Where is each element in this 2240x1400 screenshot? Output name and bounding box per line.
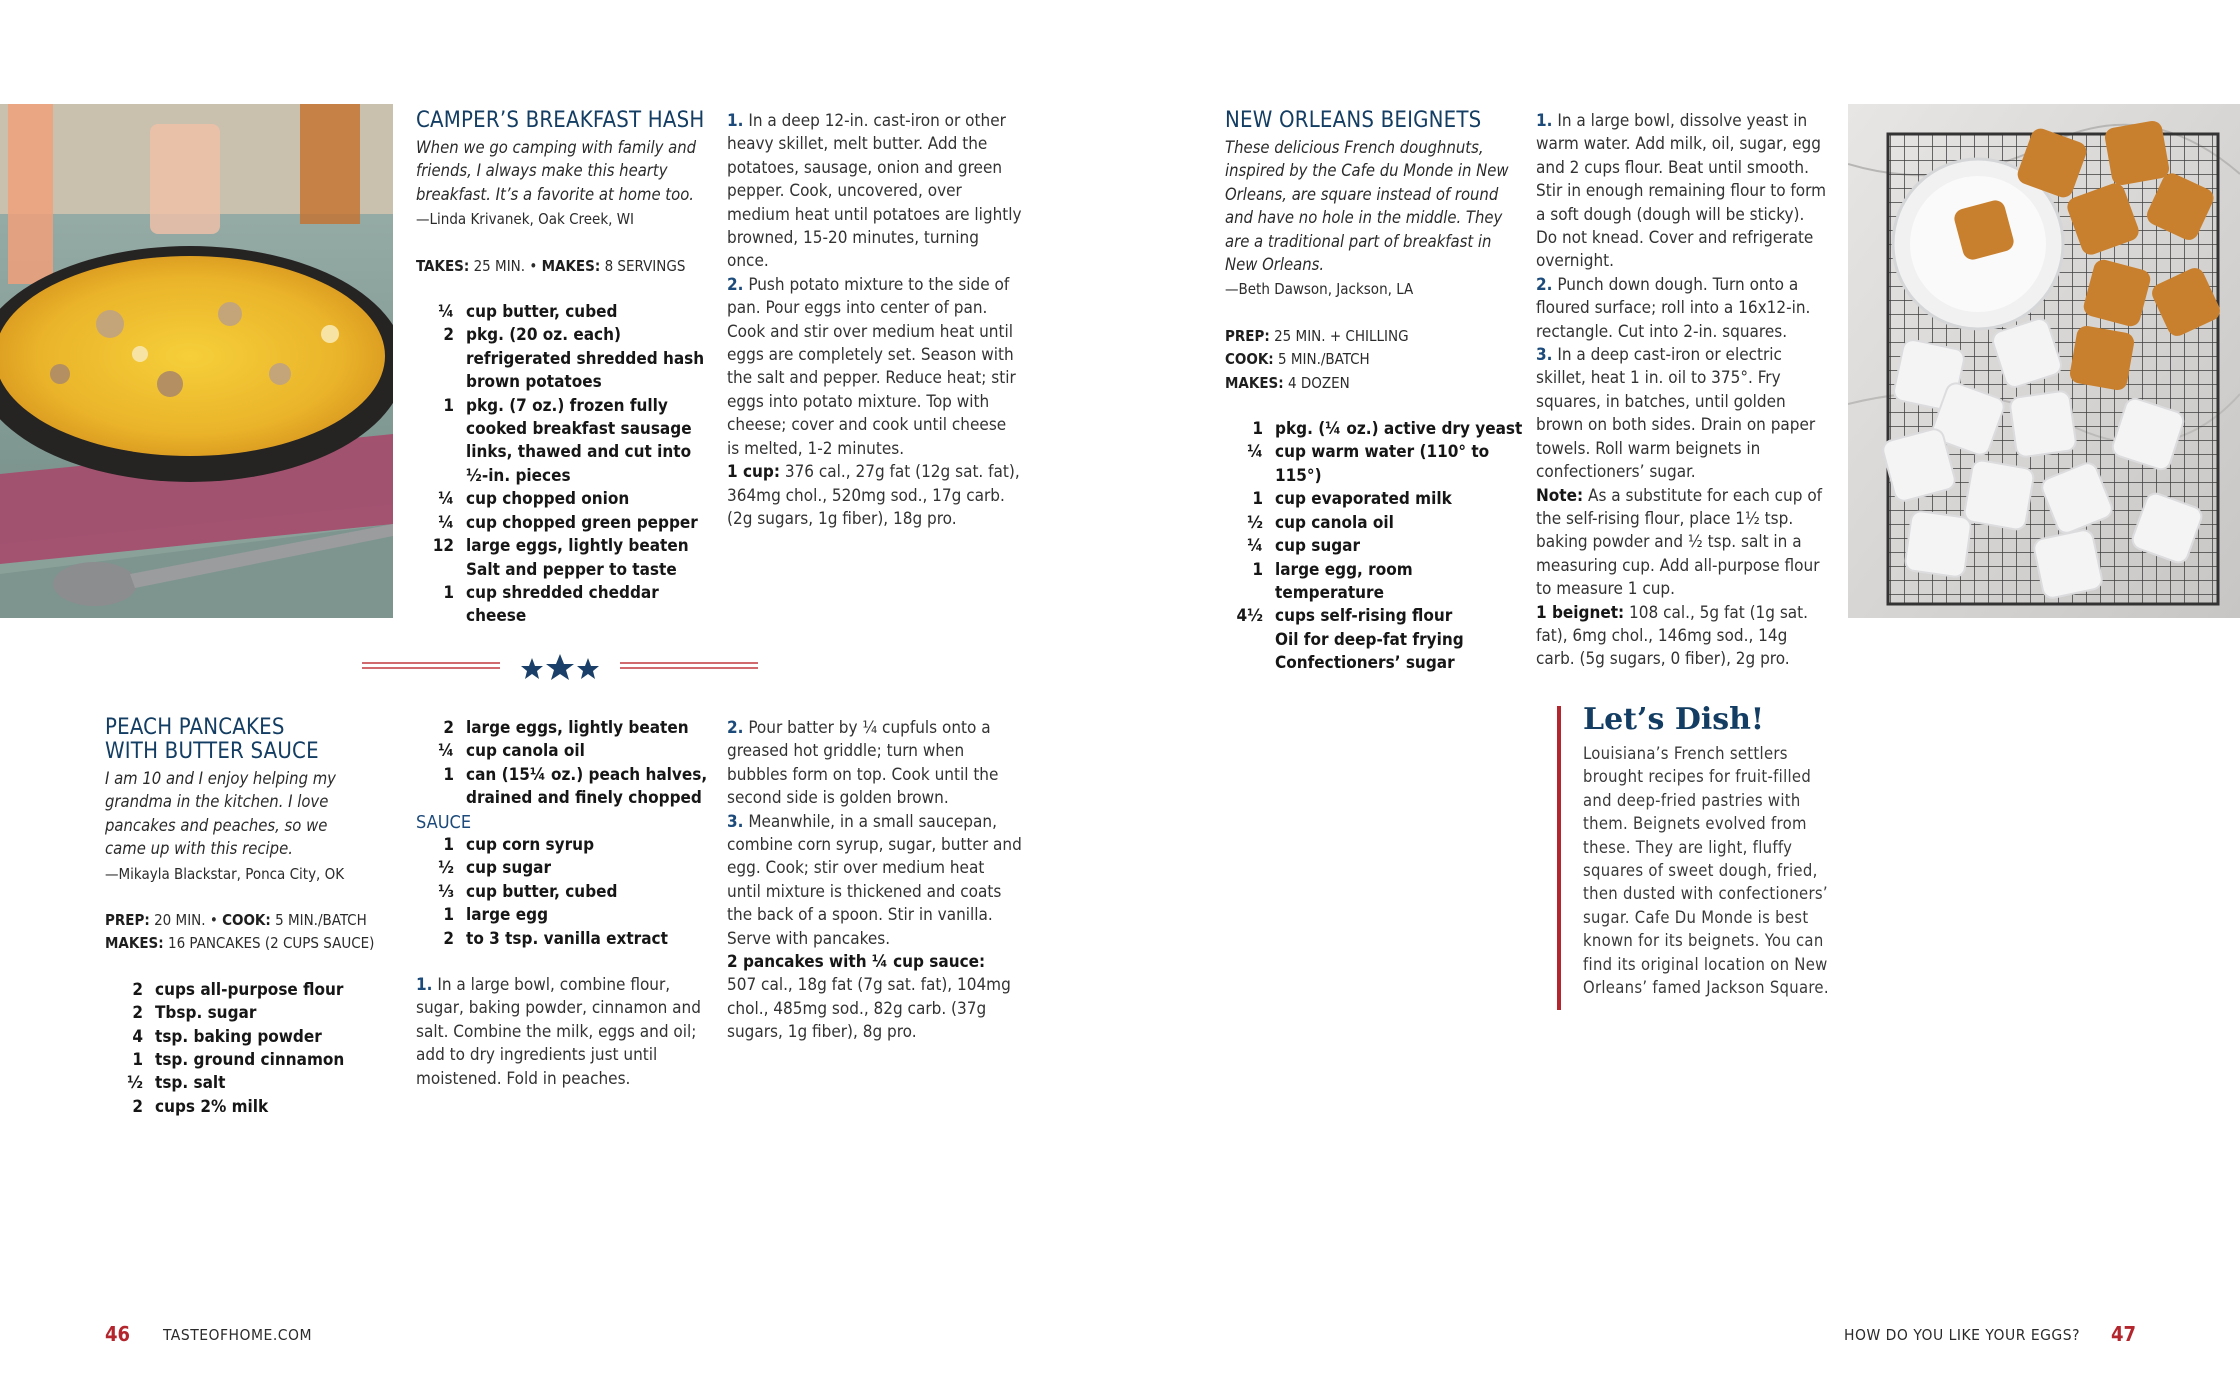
beignets-meta [1225, 325, 1525, 395]
ingredient-item: 1 pkg. (¼ oz.) active dry yeast [1252, 419, 1523, 440]
ingredient-item: Salt and pepper to taste [466, 559, 677, 580]
ingredient-item: 1 cup evaporated milk [1252, 489, 1452, 510]
pancakes-step-1: 1. In a large bowl, combine flour, sugar, baking powder, cinnamon and salt. Combine the milk, eggs and oil; add to dry ingredients just until moistened. Fold in peaches. [416, 975, 701, 1089]
hash-step-2: 2. Push potato mixture to the side of pan. Pour eggs into center of pan. Cook and stir over medium heat until eggs are completely set. Season with the salt and pepper. Reduce heat; stir eggs into potato mixture. Top with cheese; cover and cook until cheese is melted, 1-2 minutes. [727, 274, 1016, 459]
beignets-step-3: 3. In a deep cast-iron or electric skillet, heat 1 in. oil to 375°. Fry squares, in batches, until golden brown on both sides. Drain on paper towels. Roll warm beignets in confectioners’ sugar. [1536, 345, 1816, 483]
pancakes-title-line-2: WITH BUTTER SAUCE [105, 739, 319, 764]
beignets-step-1: 1. In a large bowl, dissolve yeast in warm water. Add milk, oil, sugar, egg and 2 cups flour. Beat until smooth. Stir in enough remaining flour to form a soft dough (dough will be sticky). Do not knead. Cover and refrigerate overnight. [1536, 111, 1827, 272]
hash-directions [727, 110, 1022, 531]
beignets-note: Note: As a substitute for each cup of the self-rising flour, place 1½ tsp. baking powder and ½ tsp. salt in a measuring cup. Add all-purpose flour to measure 1 cup. [1536, 485, 1823, 600]
left-footer-text: TASTEOFHOME.COM [163, 1326, 313, 1344]
right-footer-text: HOW DO YOU LIKE YOUR EGGS? [1844, 1326, 2081, 1344]
pancakes-column-3 [727, 717, 1022, 1045]
sauce-heading: SAUCE [416, 811, 472, 833]
ingredient-item: 1 tsp. ground cinnamon [132, 1050, 345, 1071]
pancakes-column-2 [416, 717, 716, 1091]
pancakes-ingredients [105, 979, 405, 1119]
ingredient-item: 2 cups all-purpose flour [132, 979, 344, 1000]
pancakes-ingredients-continued [416, 717, 716, 811]
beignets-recipe-header [1225, 109, 1525, 676]
beignets-photo [1848, 104, 2240, 618]
pancakes-meta [105, 909, 405, 956]
left-page-number: 46 [105, 1322, 131, 1346]
ingredient-item: ¼ cup sugar [1247, 536, 1361, 557]
beignets-ingredients [1225, 418, 1525, 675]
pancakes-step-2: 2. Pour batter by ¼ cupfuls onto a greased hot griddle; turn when bubbles form on top. Cook until the second side is golden brown. [727, 718, 999, 809]
hash-intro: When we go camping with family and friends, I always make this hearty breakfast. It’s a favorite at home too. [416, 138, 697, 204]
star-divider [362, 650, 760, 684]
pancakes-cook-value: 5 MIN./BATCH [275, 911, 367, 930]
pancakes-title-line-1: PEACH PANCAKES [105, 715, 285, 740]
beignets-prep-value: 25 MIN. + CHILLING [1274, 326, 1409, 345]
beignets-nutrition: 1 beignet: 108 cal., 5g fat (1g sat. fat), 6mg chol., 146mg sod., 14g carb. (5g sugars, 0 fiber), 2g pro. [1536, 602, 1809, 670]
ingredient-item: ½ cup sugar [438, 858, 552, 879]
ingredient-item: 1 large egg [443, 905, 549, 926]
hash-title: CAMPER’S BREAKFAST HASH [416, 108, 705, 133]
ingredient-item: ½ cup canola oil [1247, 512, 1394, 533]
beignets-cook-value: 5 MIN./BATCH [1278, 350, 1370, 369]
pancakes-prep-value: 20 MIN. • [154, 911, 223, 930]
ingredient-item: ¼ cup canola oil [438, 741, 585, 762]
beignets-prep-label: PREP: [1225, 326, 1270, 345]
hash-byline: —Linda Krivanek, Oak Creek, WI [416, 210, 635, 229]
ingredient-item: Oil for deep-fat frying [1275, 629, 1464, 650]
pancakes-cook-label: COOK: [222, 911, 271, 930]
beignets-directions [1536, 110, 1829, 672]
pancakes-nutrition: 2 pancakes with ¼ cup sauce: 507 cal., 18g fat (7g sat. fat), 104mg chol., 485mg sod., 82g carb. (37g sugars, 1g fiber), 8g pro. [727, 952, 1011, 1043]
ingredient-item: 1 pkg. (7 oz.) frozen fully cooked breakfast sausage links, thawed and cut into ½-in. pieces [443, 395, 692, 486]
ingredient-item: ¼ cup chopped green pepper [438, 512, 698, 533]
pancakes-step-3: 3. Meanwhile, in a small saucepan, combine corn syrup, sugar, butter and egg. Cook; stir over medium heat until mixture is thickened and coats the back of a spoon. Stir in vanilla. Serve with pancakes. [727, 811, 1022, 949]
star-icon [546, 654, 574, 680]
ingredient-item: 2 pkg. (20 oz. each) refrigerated shredded hash brown potatoes [443, 325, 705, 393]
ingredient-item: 4½ cups self-rising flour [1236, 606, 1453, 627]
ingredient-item: ¼ cup butter, cubed [438, 302, 618, 323]
pancakes-byline: —Mikayla Blackstar, Ponca City, OK [105, 864, 345, 883]
hash-makes-label: MAKES: [541, 256, 601, 275]
lets-dish-box [1583, 702, 1833, 999]
hash-meta [416, 255, 716, 278]
pancakes-prep-label: PREP: [105, 911, 150, 930]
ingredient-item: 2 Tbsp. sugar [132, 1003, 257, 1024]
hash-photo [0, 104, 393, 618]
hash-recipe-header [416, 109, 716, 629]
lets-dish-heading: Let’s Dish! [1583, 702, 1765, 737]
ingredient-item: 2 cups 2% milk [132, 1096, 269, 1117]
beignets-makes-value: 4 DOZEN [1287, 373, 1350, 392]
ingredient-item: 2 to 3 tsp. vanilla extract [443, 928, 668, 949]
hash-takes-value: 25 MIN. • [473, 256, 542, 275]
hash-makes-value: 8 SERVINGS [604, 256, 686, 275]
pancakes-intro: I am 10 and I enjoy helping my grandma in the kitchen. I love pancakes and peaches, so we came up with this recipe. [105, 769, 336, 859]
ingredient-item: 2 large eggs, lightly beaten [443, 718, 689, 738]
ingredient-item: ½ tsp. salt [127, 1073, 226, 1094]
pancakes-recipe-header [105, 716, 405, 1119]
ingredient-item: 1 large egg, room temperature [1252, 559, 1413, 603]
hash-nutrition: 1 cup: 376 cal., 27g fat (12g sat. fat), 364mg chol., 520mg sod., 17g carb. (2g sugars, 1g fiber), 18g pro. [727, 462, 1020, 529]
ingredient-item: 1 cup corn syrup [443, 835, 595, 856]
lets-dish-rule [1557, 706, 1561, 1010]
star-icon [521, 658, 543, 679]
beignets-intro: These delicious French doughnuts, inspired by the Cafe du Monde in New Orleans, are square instead of round and have no hole in the middle. They are a traditional part of breakfast in New Orleans. [1225, 138, 1509, 275]
ingredient-item: Confectioners’ sugar [1275, 653, 1455, 674]
ingredient-item: ¼ cup chopped onion [438, 489, 630, 510]
ingredient-item: ¼ cup warm water (110° to 115°) [1247, 442, 1490, 486]
ingredient-item: 1 cup shredded cheddar cheese [443, 582, 659, 627]
right-page-number: 47 [2111, 1322, 2137, 1346]
hash-takes-label: TAKES: [416, 256, 470, 275]
beignets-step-2: 2. Punch down dough. Turn onto a floured surface; roll into a 16x12-in. rectangle. Cut into 2-in. squares. [1536, 274, 1811, 342]
lets-dish-text: Louisiana’s French settlers brought recipes for fruit-filled and deep-fried pastries with them. Beignets evolved from these. They are light, fluffy squares of sweet dough, fried, then dusted with confectioners’ sugar. Cafe Du Monde is best known for its beignets. You can find its original location on New Orleans’ famed Jackson Square. [1583, 744, 1829, 998]
hash-ingredients [416, 301, 716, 629]
star-icon [577, 658, 599, 679]
ingredient-item: 1 can (15¼ oz.) peach halves, drained and finely chopped [443, 764, 708, 809]
pancakes-makes-value: 16 PANCAKES (2 CUPS SAUCE) [167, 934, 375, 953]
ingredient-item: ⅓ cup butter, cubed [438, 881, 618, 902]
hash-step-1: 1. In a deep 12-in. cast-iron or other heavy skillet, melt butter. Add the potatoes, sausage, onion and green pepper. Cook, uncovered, over medium heat until potatoes are lightly browned, 15-20 minutes, turning once. [727, 111, 1022, 272]
beignets-title: NEW ORLEANS BEIGNETS [1225, 108, 1482, 133]
beignets-byline: —Beth Dawson, Jackson, LA [1225, 280, 1414, 299]
ingredient-item: 12 large eggs, lightly beaten [432, 536, 689, 557]
beignets-cook-label: COOK: [1225, 350, 1274, 369]
beignets-makes-label: MAKES: [1225, 373, 1284, 392]
ingredient-item: 4 tsp. baking powder [132, 1026, 322, 1047]
sauce-ingredients [416, 834, 716, 951]
pancakes-makes-label: MAKES: [105, 934, 164, 953]
